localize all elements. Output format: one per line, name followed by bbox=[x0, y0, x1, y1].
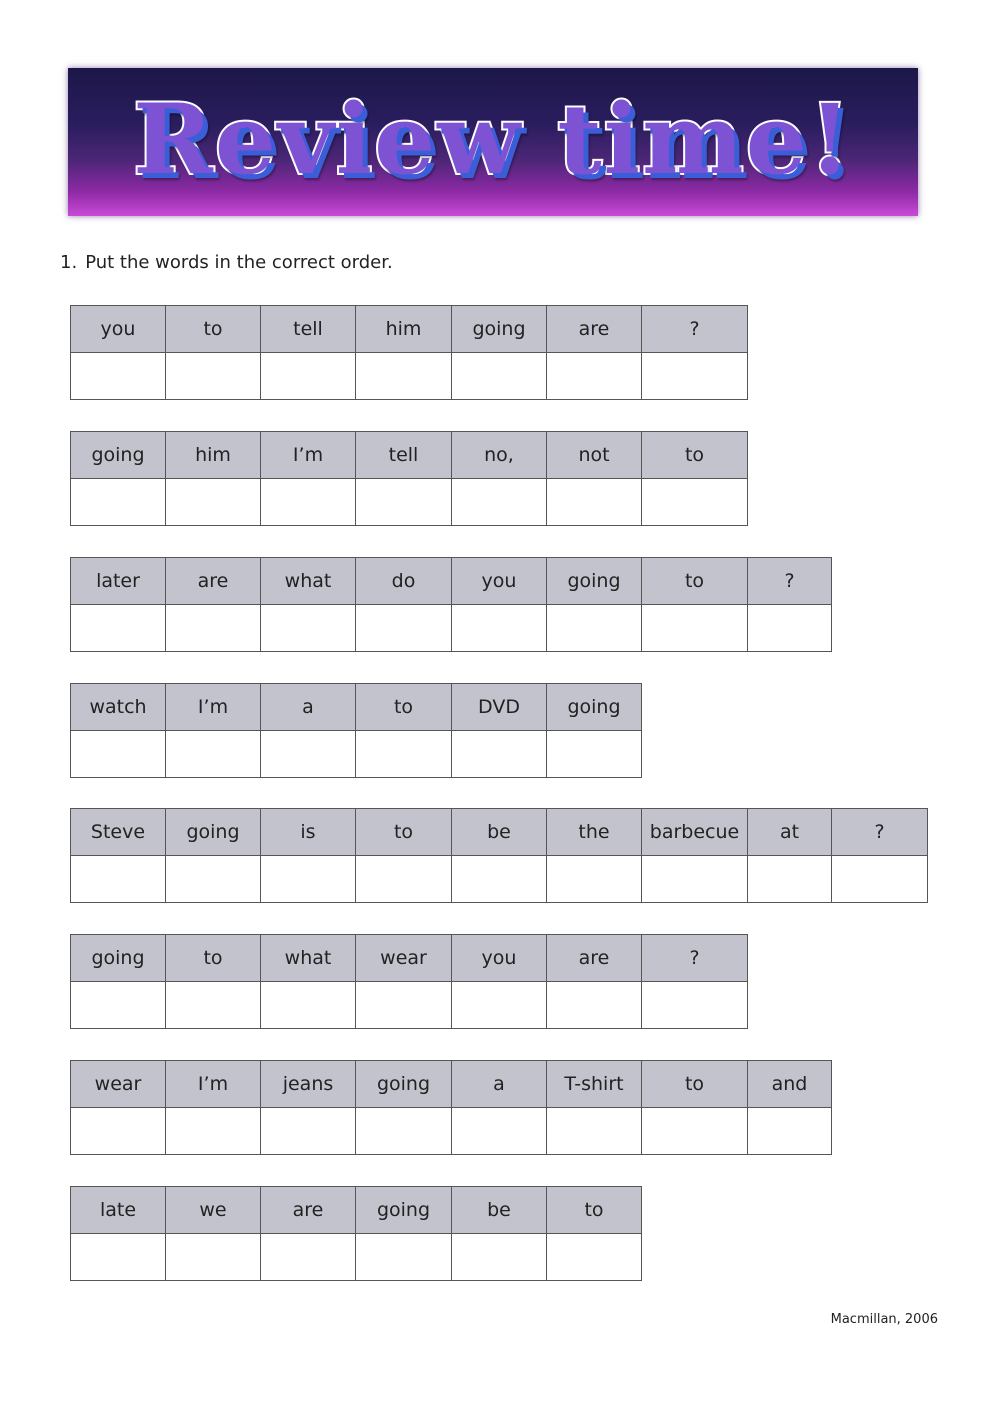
word-cell[interactable]: I’m bbox=[166, 684, 261, 731]
answer-row bbox=[71, 982, 748, 1029]
answer-cell[interactable] bbox=[356, 353, 452, 400]
word-cell[interactable]: ? bbox=[832, 809, 928, 856]
word-cell[interactable]: to bbox=[166, 306, 261, 353]
answer-cell[interactable] bbox=[832, 856, 928, 903]
word-cell[interactable]: him bbox=[356, 306, 452, 353]
answer-cell[interactable] bbox=[642, 353, 748, 400]
word-cell[interactable]: T-shirt bbox=[547, 1061, 642, 1108]
answer-cell[interactable] bbox=[261, 353, 356, 400]
word-cell[interactable]: you bbox=[452, 558, 547, 605]
answer-cell[interactable] bbox=[356, 479, 452, 526]
answer-cell[interactable] bbox=[356, 731, 452, 778]
answer-cell[interactable] bbox=[166, 605, 261, 652]
answer-cell[interactable] bbox=[452, 1108, 547, 1155]
answer-cell[interactable] bbox=[261, 1234, 356, 1281]
word-cell[interactable]: ? bbox=[642, 935, 748, 982]
answer-row bbox=[71, 479, 748, 526]
answer-cell[interactable] bbox=[166, 731, 261, 778]
answer-cell[interactable] bbox=[452, 1234, 547, 1281]
word-cell[interactable]: we bbox=[166, 1187, 261, 1234]
answer-cell[interactable] bbox=[452, 353, 547, 400]
answer-cell[interactable] bbox=[547, 856, 642, 903]
answer-cell[interactable] bbox=[547, 605, 642, 652]
answer-row bbox=[71, 605, 832, 652]
word-cell[interactable]: ? bbox=[748, 558, 832, 605]
answer-row bbox=[71, 731, 642, 778]
answer-cell[interactable] bbox=[261, 731, 356, 778]
word-cell[interactable]: at bbox=[748, 809, 832, 856]
answer-cell[interactable] bbox=[642, 982, 748, 1029]
answer-cell[interactable] bbox=[642, 479, 748, 526]
word-cell[interactable]: a bbox=[452, 1061, 547, 1108]
word-cell[interactable]: I’m bbox=[261, 432, 356, 479]
answer-cell[interactable] bbox=[547, 1234, 642, 1281]
word-row bbox=[71, 432, 748, 479]
word-cell[interactable]: him bbox=[166, 432, 261, 479]
instruction-number: 1. bbox=[60, 252, 78, 273]
answer-cell[interactable] bbox=[547, 479, 642, 526]
word-cell[interactable]: to bbox=[642, 1061, 748, 1108]
word-cell[interactable]: tell bbox=[261, 306, 356, 353]
instruction bbox=[60, 252, 393, 273]
word-cell[interactable]: ? bbox=[642, 306, 748, 353]
answer-cell[interactable] bbox=[452, 856, 547, 903]
title-banner bbox=[68, 68, 918, 216]
answer-cell[interactable] bbox=[452, 731, 547, 778]
answer-cell[interactable] bbox=[71, 731, 166, 778]
answer-cell[interactable] bbox=[748, 1108, 832, 1155]
word-cell[interactable]: to bbox=[642, 432, 748, 479]
word-row bbox=[71, 1061, 832, 1108]
word-cell[interactable]: going bbox=[356, 1187, 452, 1234]
word-cell[interactable]: are bbox=[547, 935, 642, 982]
answer-cell[interactable] bbox=[547, 353, 642, 400]
word-order-table bbox=[70, 305, 748, 400]
answer-cell[interactable] bbox=[642, 605, 748, 652]
answer-cell[interactable] bbox=[71, 982, 166, 1029]
word-cell[interactable]: watch bbox=[71, 684, 166, 731]
word-row bbox=[71, 935, 748, 982]
answer-row bbox=[71, 1108, 832, 1155]
answer-cell[interactable] bbox=[356, 1234, 452, 1281]
word-cell[interactable]: tell bbox=[356, 432, 452, 479]
word-cell[interactable]: wear bbox=[356, 935, 452, 982]
word-order-table bbox=[70, 1060, 832, 1155]
word-cell[interactable]: to bbox=[166, 935, 261, 982]
word-cell[interactable]: wear bbox=[71, 1061, 166, 1108]
answer-cell[interactable] bbox=[642, 856, 748, 903]
answer-row bbox=[71, 1234, 642, 1281]
word-row bbox=[71, 684, 642, 731]
word-cell[interactable]: barbecue bbox=[642, 809, 748, 856]
word-cell[interactable]: going bbox=[166, 809, 261, 856]
answer-cell[interactable] bbox=[166, 479, 261, 526]
word-cell[interactable]: are bbox=[166, 558, 261, 605]
word-cell[interactable]: are bbox=[547, 306, 642, 353]
answer-cell[interactable] bbox=[71, 1108, 166, 1155]
answer-cell[interactable] bbox=[71, 605, 166, 652]
word-cell[interactable]: are bbox=[261, 1187, 356, 1234]
answer-cell[interactable] bbox=[166, 982, 261, 1029]
answer-cell[interactable] bbox=[166, 353, 261, 400]
answer-row bbox=[71, 856, 928, 903]
word-cell[interactable]: later bbox=[71, 558, 166, 605]
word-row bbox=[71, 809, 928, 856]
word-row bbox=[71, 306, 748, 353]
answer-cell[interactable] bbox=[261, 982, 356, 1029]
word-cell[interactable]: and bbox=[748, 1061, 832, 1108]
answer-cell[interactable] bbox=[452, 982, 547, 1029]
word-cell[interactable]: do bbox=[356, 558, 452, 605]
word-cell[interactable]: jeans bbox=[261, 1061, 356, 1108]
answer-cell[interactable] bbox=[356, 856, 452, 903]
word-cell[interactable]: you bbox=[452, 935, 547, 982]
answer-cell[interactable] bbox=[71, 1234, 166, 1281]
word-cell[interactable]: you bbox=[71, 306, 166, 353]
answer-cell[interactable] bbox=[261, 856, 356, 903]
answer-cell[interactable] bbox=[642, 1108, 748, 1155]
word-cell[interactable]: to bbox=[547, 1187, 642, 1234]
answer-cell[interactable] bbox=[452, 605, 547, 652]
answer-cell[interactable] bbox=[547, 982, 642, 1029]
banner-title: Review time! bbox=[133, 82, 853, 196]
word-cell[interactable]: not bbox=[547, 432, 642, 479]
answer-cell[interactable] bbox=[356, 982, 452, 1029]
word-order-table bbox=[70, 934, 748, 1029]
answer-cell[interactable] bbox=[547, 1108, 642, 1155]
answer-cell[interactable] bbox=[261, 479, 356, 526]
word-order-table bbox=[70, 808, 928, 903]
word-order-table bbox=[70, 683, 642, 778]
word-cell[interactable]: DVD bbox=[452, 684, 547, 731]
answer-cell[interactable] bbox=[547, 731, 642, 778]
word-row bbox=[71, 558, 832, 605]
word-cell[interactable]: going bbox=[452, 306, 547, 353]
word-cell[interactable]: going bbox=[71, 432, 166, 479]
answer-cell[interactable] bbox=[71, 353, 166, 400]
word-cell[interactable]: late bbox=[71, 1187, 166, 1234]
answer-cell[interactable] bbox=[166, 1108, 261, 1155]
answer-cell[interactable] bbox=[261, 605, 356, 652]
word-cell[interactable]: going bbox=[356, 1061, 452, 1108]
answer-cell[interactable] bbox=[71, 479, 166, 526]
word-cell[interactable]: Steve bbox=[71, 809, 166, 856]
word-cell[interactable]: be bbox=[452, 1187, 547, 1234]
word-cell[interactable]: to bbox=[356, 809, 452, 856]
answer-cell[interactable] bbox=[71, 856, 166, 903]
answer-cell[interactable] bbox=[748, 856, 832, 903]
word-cell[interactable]: is bbox=[261, 809, 356, 856]
answer-cell[interactable] bbox=[748, 605, 832, 652]
word-cell[interactable]: I’m bbox=[166, 1061, 261, 1108]
word-order-table bbox=[70, 557, 832, 652]
answer-cell[interactable] bbox=[166, 1234, 261, 1281]
word-cell[interactable]: no, bbox=[452, 432, 547, 479]
word-cell[interactable]: a bbox=[261, 684, 356, 731]
word-cell[interactable]: be bbox=[452, 809, 547, 856]
copyright-credit: Macmillan, 2006 bbox=[830, 1312, 938, 1327]
word-cell[interactable]: going bbox=[71, 935, 166, 982]
word-cell[interactable]: to bbox=[642, 558, 748, 605]
word-cell[interactable]: going bbox=[547, 684, 642, 731]
word-cell[interactable]: going bbox=[547, 558, 642, 605]
answer-cell[interactable] bbox=[452, 479, 547, 526]
answer-cell[interactable] bbox=[166, 856, 261, 903]
word-order-table bbox=[70, 431, 748, 526]
word-cell[interactable]: what bbox=[261, 558, 356, 605]
instruction-text: Put the words in the correct order. bbox=[85, 252, 393, 273]
word-cell[interactable]: what bbox=[261, 935, 356, 982]
answer-cell[interactable] bbox=[356, 1108, 452, 1155]
answer-cell[interactable] bbox=[261, 1108, 356, 1155]
word-row bbox=[71, 1187, 642, 1234]
word-order-table bbox=[70, 1186, 642, 1281]
word-cell[interactable]: to bbox=[356, 684, 452, 731]
word-cell[interactable]: the bbox=[547, 809, 642, 856]
answer-cell[interactable] bbox=[356, 605, 452, 652]
answer-row bbox=[71, 353, 748, 400]
